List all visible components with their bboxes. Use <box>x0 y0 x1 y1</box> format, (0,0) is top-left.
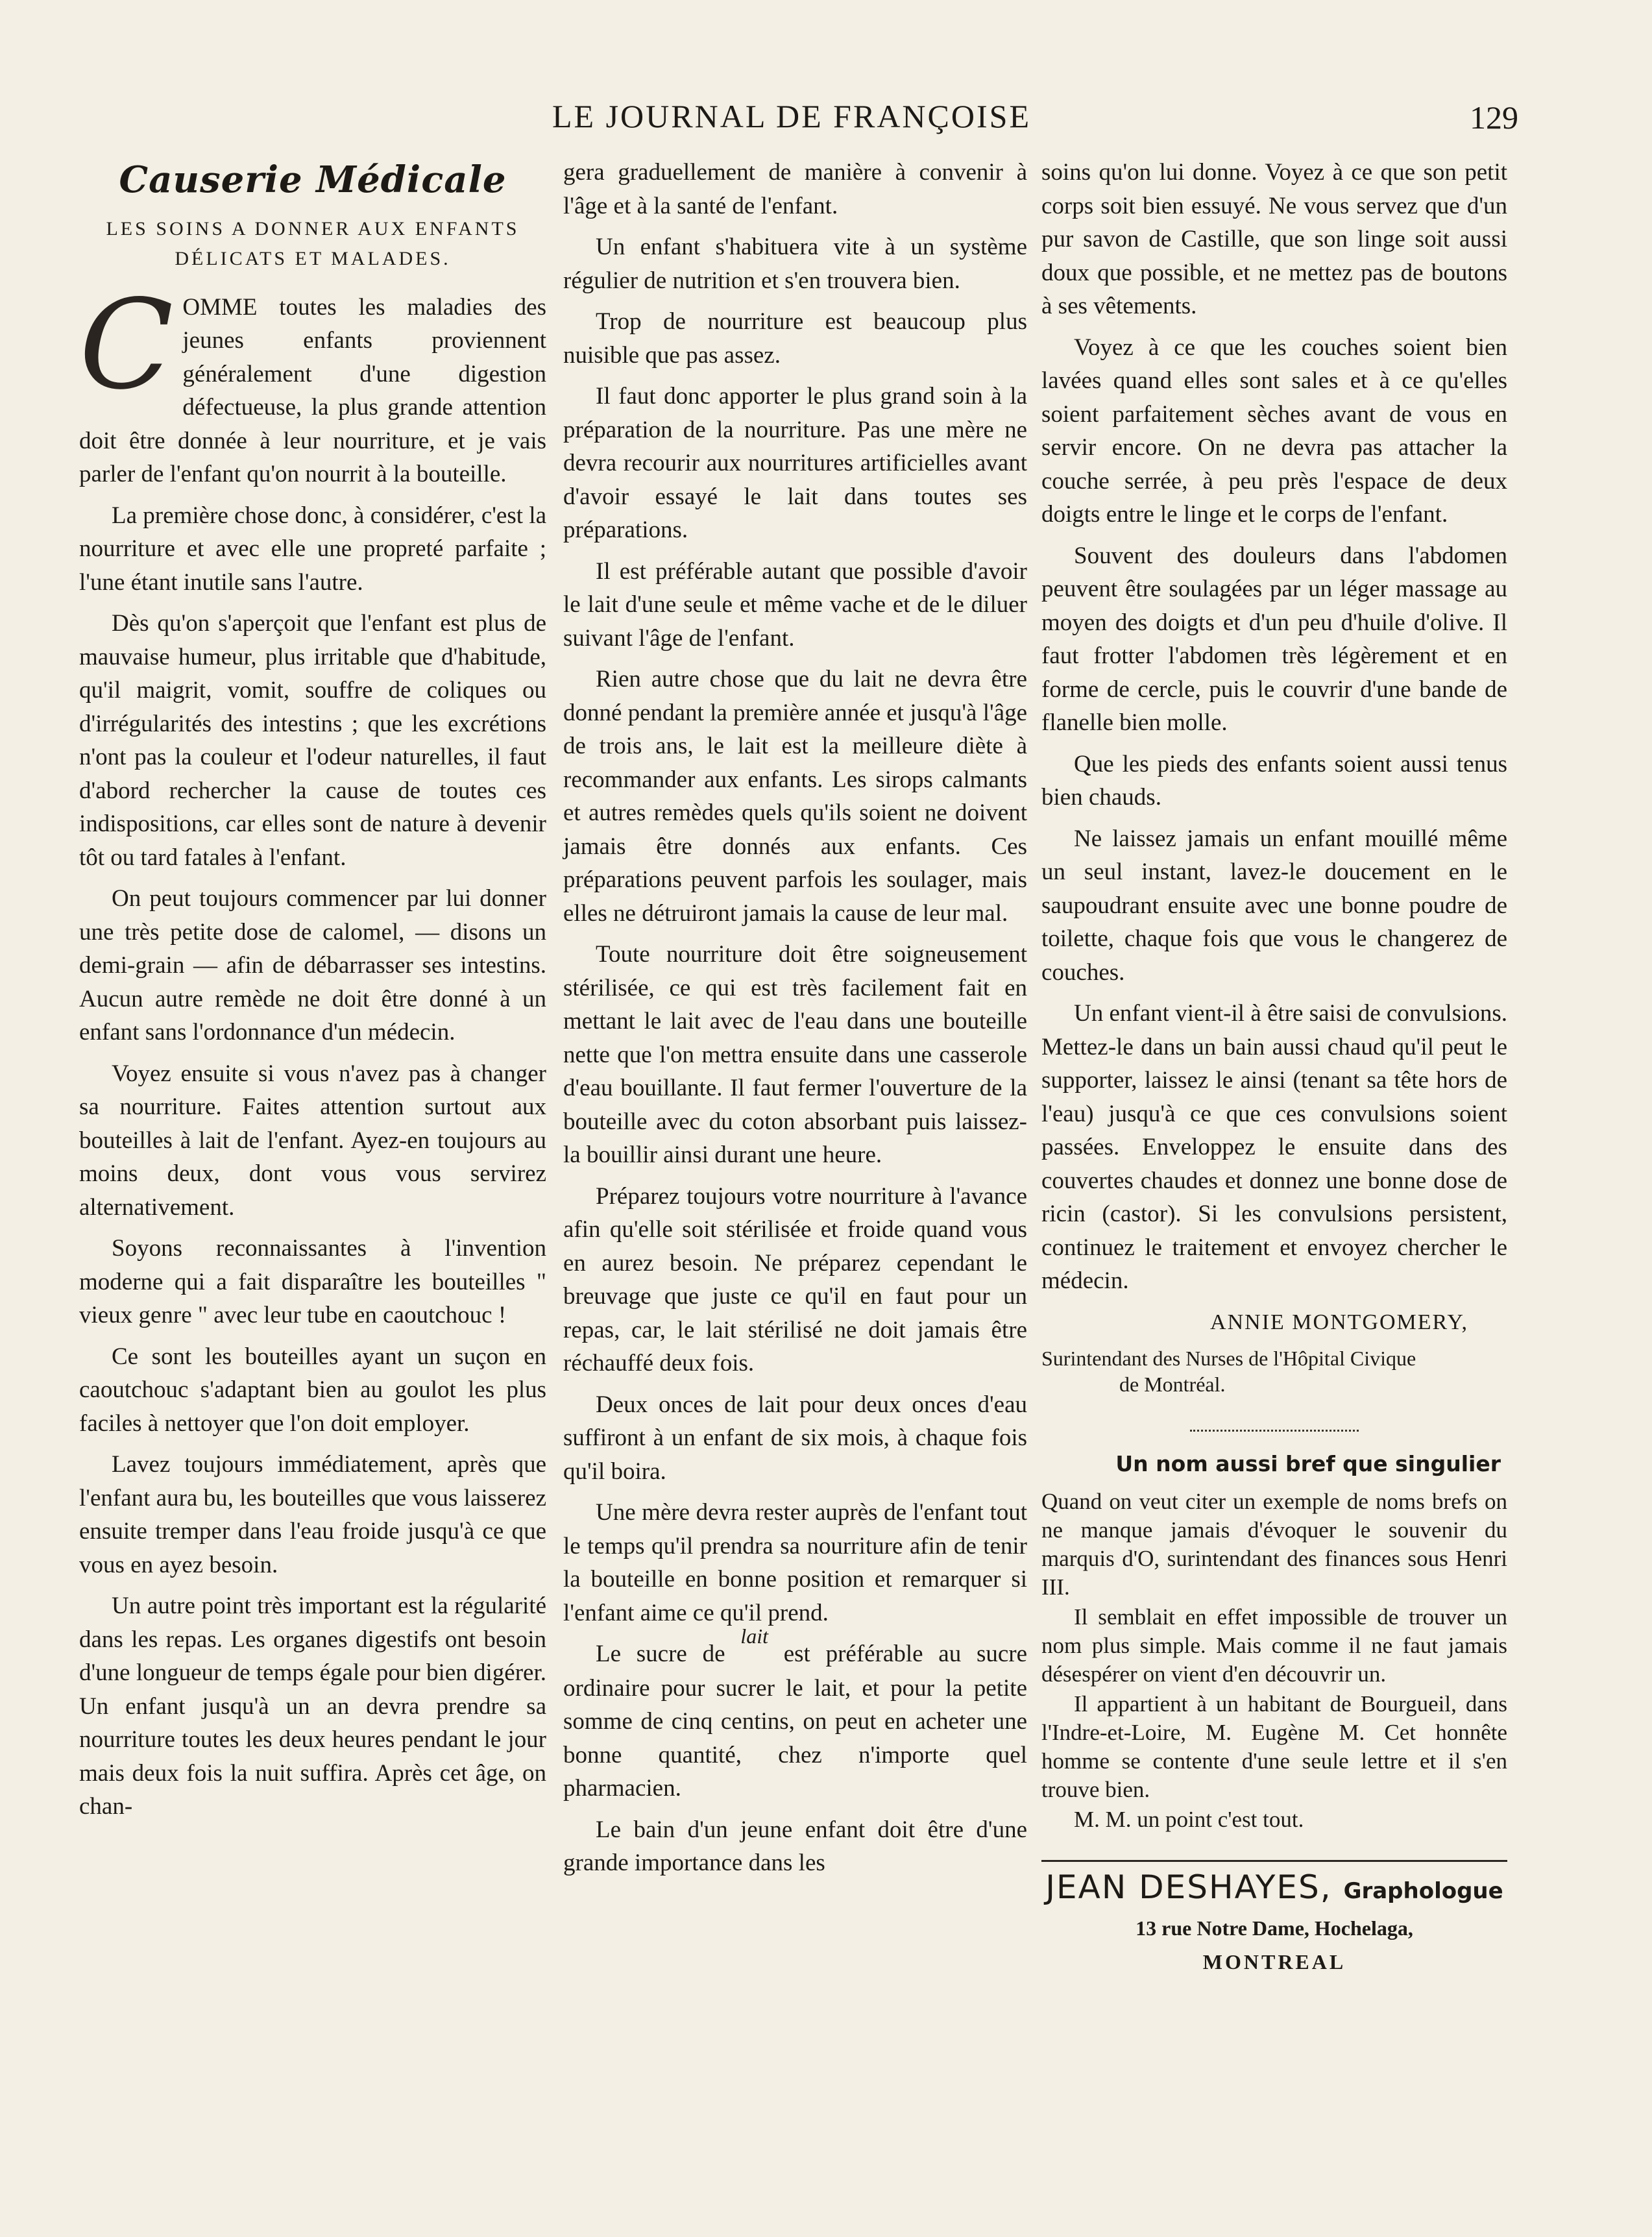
paragraph: Voyez ensuite si vous n'avez pas à changer sa nourriture. Faites attention surtout aux bouteilles à lait de l'enfant. Ayez-en toujours au moins deux, dont vous vous servirez alternativement. <box>79 1060 546 1221</box>
advertiser-profession: Graphologue <box>1343 1877 1503 1904</box>
paragraph: M. M. un point c'est tout. <box>1074 1806 1304 1832</box>
paragraph: Toute nourriture doit être soigneusement stérilisée, ce qui est très facilement fait en mettant le lait avec de l'eau dans une bouteille nette que l'on mettra ensuite dans une casserole d'eau bouillante. Il faut fermer l'ouverture de la bouteille avec du coton absorbant puis laissez-la bouillir ainsi durant une heure. <box>563 941 1027 1168</box>
article-subtitle: LES SOINS A DONNER AUX ENFANTS DÉLICATS ET MALADES. <box>106 217 520 269</box>
paragraph: Quand on veut citer un exemple de noms brefs on ne manque jamais d'évoquer le souvenir du marquis d'O, surintendant des finances sous Henri III. <box>1041 1488 1507 1600</box>
handwritten-annotation: lait <box>740 1624 768 1648</box>
paragraph: Un enfant vient-il à être saisi de convulsions. Mettez-le dans un bain aussi chaud qu'il peut le supporter, laissez le ainsi (tenant sa tête hors de l'eau) jusqu'à ce que ces convulsions soient passées. Enveloppez le ensuite dans des couvertes chaudes et donnez une bonne dose de ricin (castor). Si les convulsions persistent, continuez le traitement et envoyez chercher le médecin. <box>1041 1000 1507 1294</box>
author-signature: ANNIE MONTGOMERY, <box>1210 1310 1468 1334</box>
running-header-title: LE JOURNAL DE FRANÇOISE <box>552 98 1031 134</box>
author-title <box>1041 1345 1507 1397</box>
sub-article-title: Un nom aussi bref que singulier <box>1115 1451 1501 1476</box>
paragraph: Deux onces de lait pour deux onces d'eau suffiront à un enfant de six mois, à chaque fois qu'il boira. <box>563 1391 1027 1485</box>
column-2 <box>563 156 1027 1888</box>
paragraph: Le bain d'un jeune enfant doit être d'une grande importance dans les <box>563 1816 1027 1876</box>
paragraph: Ne laissez jamais un enfant mouillé même un seul instant, lavez-le doucement en le saupoudrant ensuite avec une bonne poudre de toilette, chaque fois que vous le changerez de couches. <box>1041 825 1507 986</box>
paragraph: On peut toujours commencer par lui donner une très petite dose de calomel, — disons un demi-grain — afin de débarrasser ses intestins. Aucun autre remède ne doit être donné à un enfant sans l'ordonnance d'un médecin. <box>79 885 546 1045</box>
opening-paragraph-block <box>79 273 546 491</box>
advertisement-city: MONTREAL <box>1202 1950 1346 1974</box>
paragraph: Il appartient à un habitant de Bourgueil, dans l'Indre-et-Loire, M. Eugène M. Cet honnête homme se contente d'une seule lettre et il s'en trouve bien. <box>1041 1691 1507 1802</box>
paragraph: Il est préférable autant que possible d'avoir le lait d'une seule et même vache et de le diluer suivant l'âge de l'enfant. <box>563 557 1027 652</box>
sugar-text-end: est préférable au sucre ordinaire pour sucrer le lait, et pour la petite somme de cinq centins, on peut en acheter une bonne quantité, chez n'importe quel pharmacien. <box>563 1641 1028 1802</box>
author-title-line-1: Surintendant des Nurses de l'Hôpital Civique <box>1041 1347 1416 1370</box>
opening-paragraph: OMME toutes les maladies des jeunes enfants proviennent généralement d'une digestion défectueuse, la plus grande attention doit être donnée à leur nourriture, et je vais parler de l'enfant qu'on nourrit à la bouteille. <box>79 293 546 487</box>
paragraph: Ce sont les bouteilles ayant un suçon en caoutchouc s'adaptant bien au goulot les plus faciles à nettoyer que l'on doit employer. <box>79 1343 546 1437</box>
page-number: 129 <box>1470 99 1518 136</box>
paragraph: Il faut donc apporter le plus grand soin à la préparation de la nourriture. Pas une mère ne devra recourir aux nourritures artificielles avant d'avoir essayé le lait dans toutes ses préparations. <box>563 383 1027 543</box>
advertiser-name: JEAN DESHAYES, <box>1045 1868 1332 1906</box>
paragraph: Souvent des douleurs dans l'abdomen peuvent être soulagées par un léger massage au moyen des doigts et d'un peu d'huile d'olive. Il faut frotter l'abdomen très légèrement et en forme de cercle, puis le couvrir d'une bande de flanelle bien molle. <box>1041 542 1507 736</box>
section-divider <box>1190 1423 1359 1432</box>
paragraph: Il semblait en effet impossible de trouver un nom plus simple. Mais comme il ne faut jamais désespérer on vient d'en découvrir un. <box>1041 1604 1507 1687</box>
paragraph: Un autre point très important est la régularité dans les repas. Les organes digestifs ont besoin d'une longueur de temps égale pour bien digérer. Un enfant jusqu'à un an devra prendre sa nourriture toutes les deux heures pendant le jour mais deux fois la nuit suffira. Après cet âge, on chan- <box>79 1593 546 1820</box>
article-title: Causerie Médicale <box>119 158 507 201</box>
advertisement-name <box>1041 1868 1507 1909</box>
sub-article-body <box>1041 1487 1507 1834</box>
paragraph: Voyez à ce que les couches soient bien lavées quand elles sont sales et à ce qu'elles soient parfaitement sèches avant de vous en servir encore. On ne devra pas attacher la couche serrée, à peu près l'espace de deux doigts entre le linge et le corps de l'enfant. <box>1041 334 1507 528</box>
column-3 <box>1041 156 1507 1979</box>
paragraph: Soyons reconnaissantes à l'invention moderne qui a fait disparaître les bouteilles " vieux genre " avec leur tube en caoutchouc ! <box>79 1235 546 1328</box>
paragraph: Une mère devra rester auprès de l'enfant tout le temps qu'il prendra sa nourriture afin de tenir la bouteille en bonne position et remarquer si l'enfant aime ce qu'il prend. <box>563 1499 1027 1626</box>
paragraph: Rien autre chose que du lait ne devra être donné pendant la première année et jusqu'à l'âge de trois ans, le lait est la meilleure diète à recommander aux enfants. Les sirops calmants et autres remèdes quels qu'ils soient ne doivent jamais être donnés aux enfants. Ces préparations peuvent parfois les soulager, mais elles ne détruiront jamais la cause de leur mal. <box>563 666 1027 927</box>
advertisement-address: 13 rue Notre Dame, Hochelaga, <box>1136 1916 1413 1940</box>
advertisement-rule <box>1041 1860 1507 1862</box>
sugar-text-start: Le sucre de <box>596 1641 725 1667</box>
paragraph: gera graduellement de manière à convenir à l'âge et à la santé de l'enfant. <box>563 159 1027 219</box>
sugar-paragraph <box>563 1624 1028 1805</box>
column-1 <box>79 156 546 1831</box>
drop-cap-letter: C <box>79 273 174 417</box>
paragraph: Un enfant s'habituera vite à un système régulier de nutrition et s'en trouvera bien. <box>563 234 1027 294</box>
author-title-line-2: de Montréal. <box>1119 1373 1226 1396</box>
paragraph: Lavez toujours immédiatement, après que l'enfant aura bu, les bouteilles que vous laisserez ensuite tremper dans l'eau froide jusqu'à ce que vous en ayez besoin. <box>79 1451 546 1578</box>
paragraph: La première chose donc, à considérer, c'est la nourriture et avec elle une propreté parfaite ; l'une étant inutile sans l'autre. <box>79 502 546 596</box>
paragraph: Préparez toujours votre nourriture à l'avance afin qu'elle soit stérilisée et froide quand vous en aurez besoin. Ne préparez cependant le breuvage que juste ce qu'il en faut pour un repas, car, le lait stérilisé ne doit jamais être réchauffé deux fois. <box>563 1182 1027 1376</box>
paragraph: Que les pieds des enfants soient aussi tenus bien chauds. <box>1041 750 1507 811</box>
paragraph: Trop de nourriture est beaucoup plus nuisible que pas assez. <box>563 308 1027 369</box>
paragraph: Dès qu'on s'aperçoit que l'enfant est plus de mauvaise humeur, plus irritable que d'habitude, qu'il maigrit, vomit, souffre de coliques ou d'irrégularités des intestins ; que les excrétions n'ont pas la couleur et l'odeur naturelles, il faut d'abord rechercher la cause de toutes ces indispositions, car elles sont de nature à devenir tôt ou tard fatales à l'enfant. <box>79 610 546 871</box>
paragraph: soins qu'on lui donne. Voyez à ce que son petit corps soit bien essuyé. Ne vous servez que d'un pur savon de Castille, que son linge soit aussi doux que possible, et ne mettez pas de boutons à ses vêtements. <box>1041 159 1507 319</box>
